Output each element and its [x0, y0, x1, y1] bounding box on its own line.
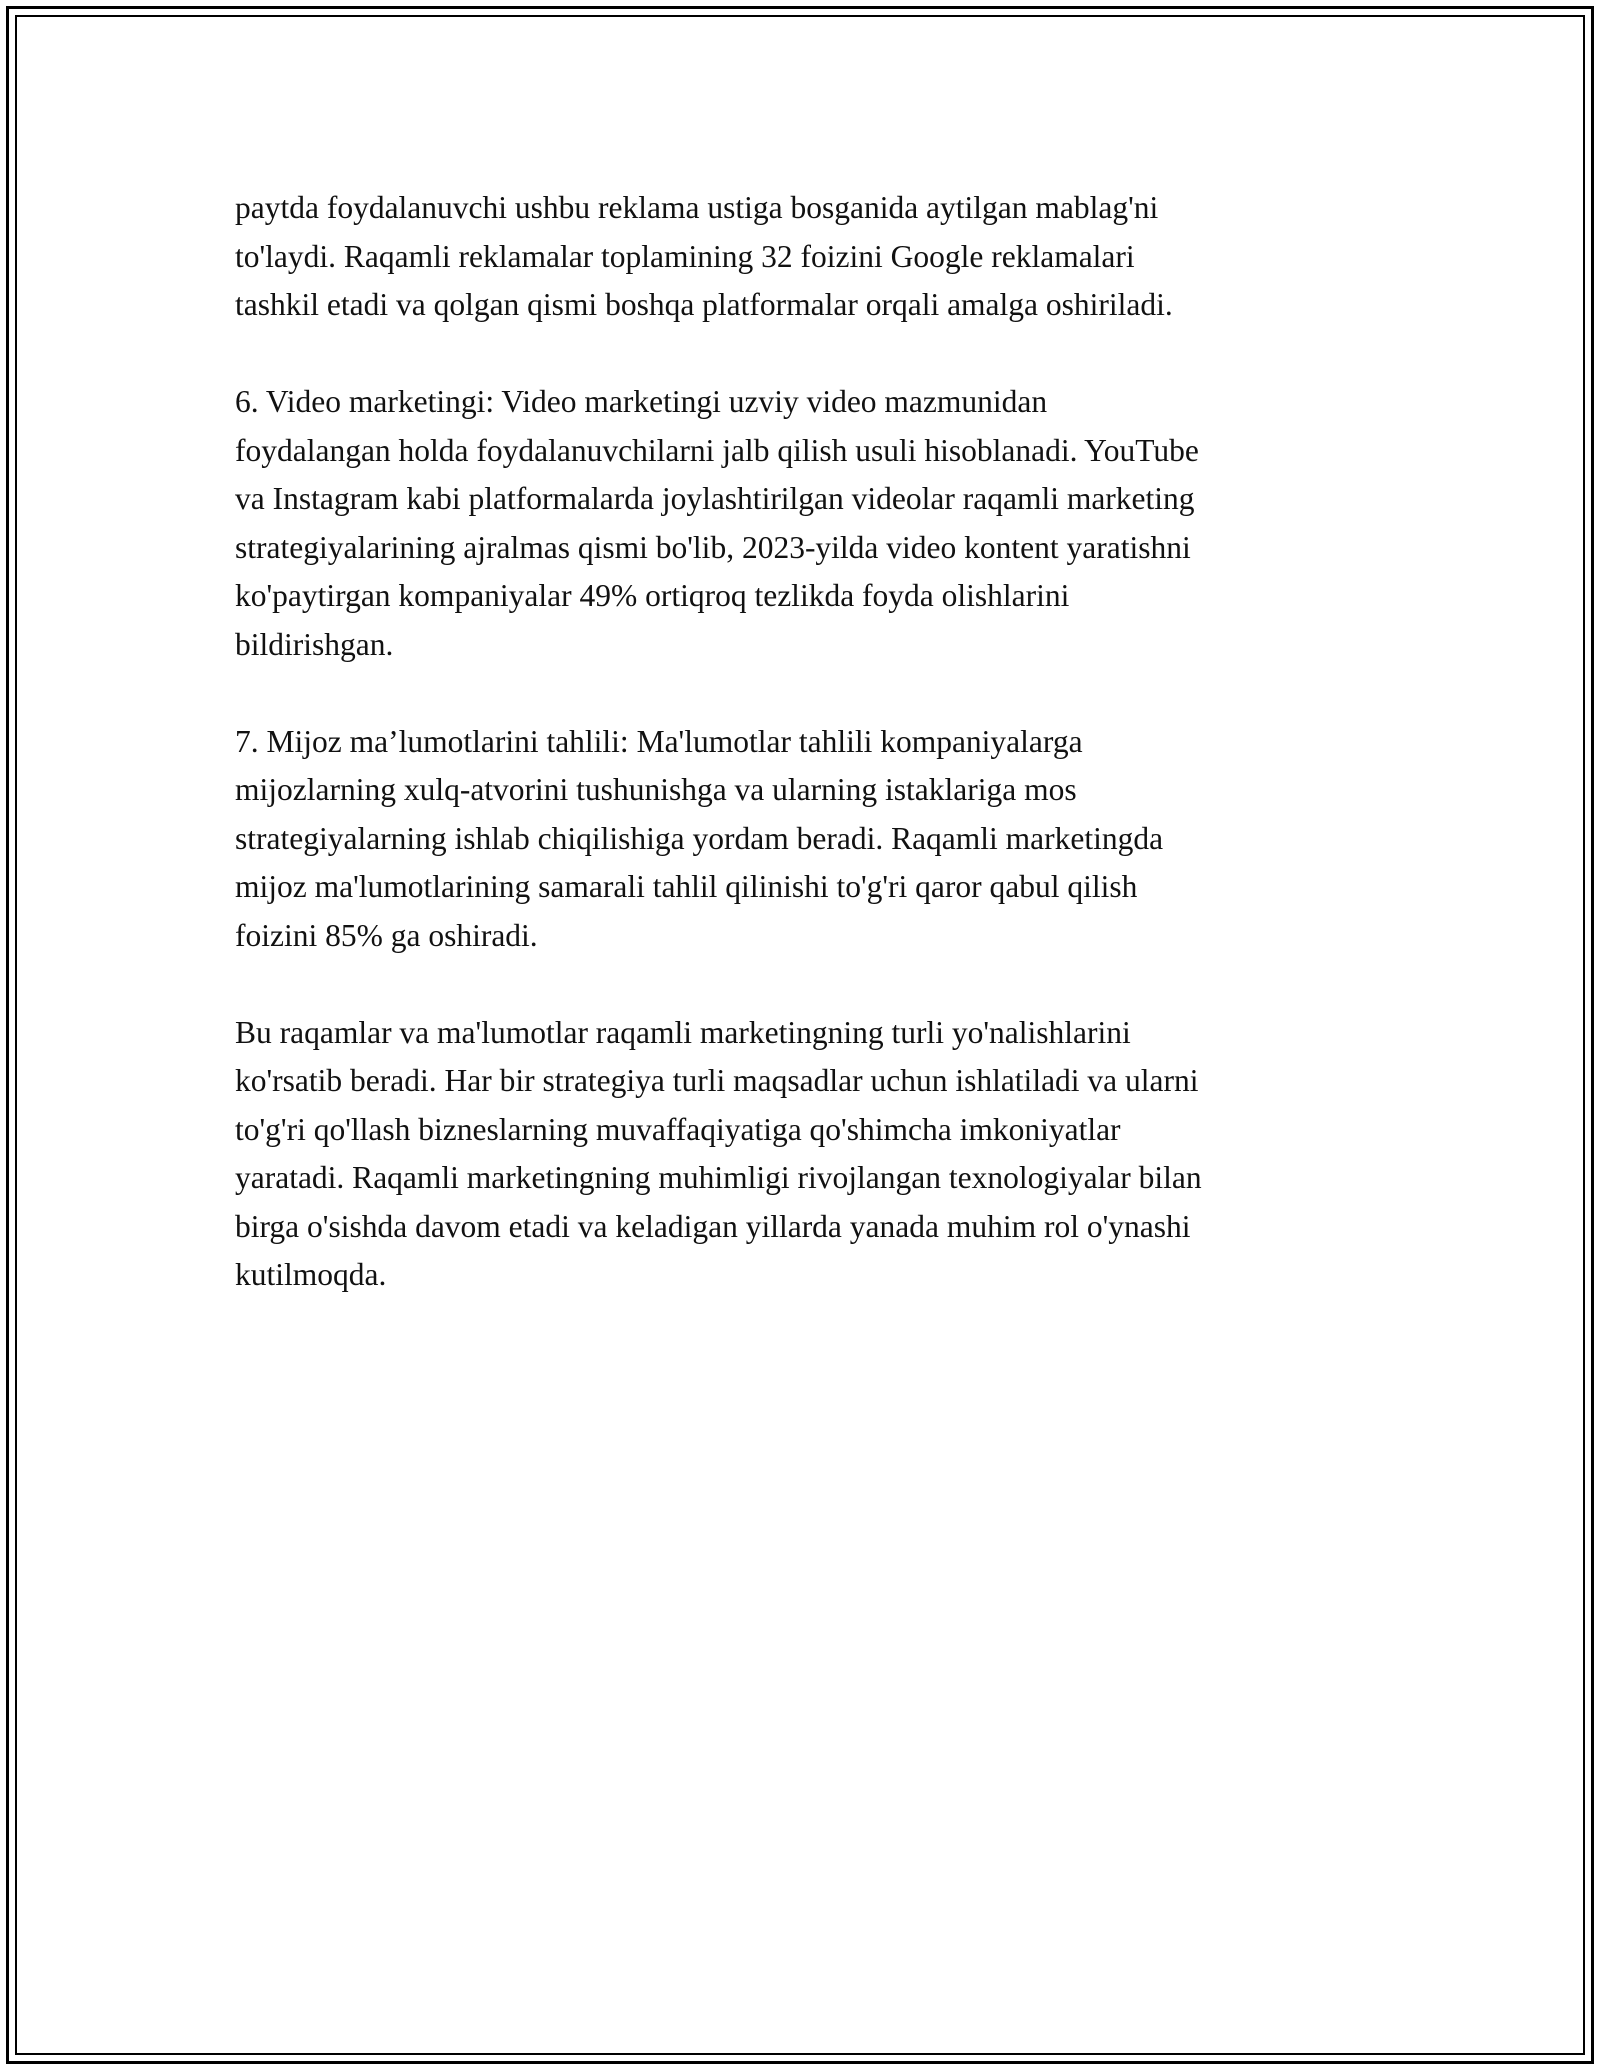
paragraph-ads-payment: paytda foydalanuvchi ushbu reklama ustiga bosganida aytilgan mablag'ni to'laydi. Raqamli reklamalar toplamining 32 foizini Google reklamalari tashkil etadi va qolgan qismi boshqa platformalar orqali amalga oshiriladi. [235, 190, 1173, 322]
paragraph-video-marketing: 6. Video marketingi: Video marketingi uzviy video mazmunidan foydalangan holda foydalanuvchilarni jalb qilish usuli hisoblanadi. YouTube va Instagram kabi platformalarda joylashtirilgan videolar raqamli marketing strategiyalarining ajralmas qismi bo'lib, 2023-yilda video kontent yaratishni ko'paytirgan kompaniyalar 49% ortiqroq tezlikda foyda olishlarini bildirishgan. [235, 384, 1199, 662]
document-body [235, 184, 1395, 1348]
paragraph-customer-data-analysis: 7. Mijoz ma’lumotlarini tahlili: Ma'lumotlar tahlili kompaniyalarga mijozlarning xulq-atvorini tushunishga va ularning istaklariga mos strategiyalarning ishlab chiqilishiga yordam beradi. Raqamli marketingda mijoz ma'lumotlarining samarali tahlil qilinishi to'g'ri qaror qabul qilish foizini 85% ga oshiradi. [235, 723, 1164, 953]
paragraph-conclusion: Bu raqamlar va ma'lumotlar raqamli marketingning turli yo'nalishlarini ko'rsatib beradi. Har bir strategiya turli maqsadlar uchun ishlatiladi va ularni to'g'ri qo'llash bizneslarning muvaffaqiyatiga qo'shimcha imkoniyatlar yaratadi. Raqamli marketingning muhimligi rivojlangan texnologiyalar bilan birga o'sishda davom etadi va keladigan yillarda yanada muhim rol o'ynashi kutilmoqda. [235, 1014, 1202, 1292]
